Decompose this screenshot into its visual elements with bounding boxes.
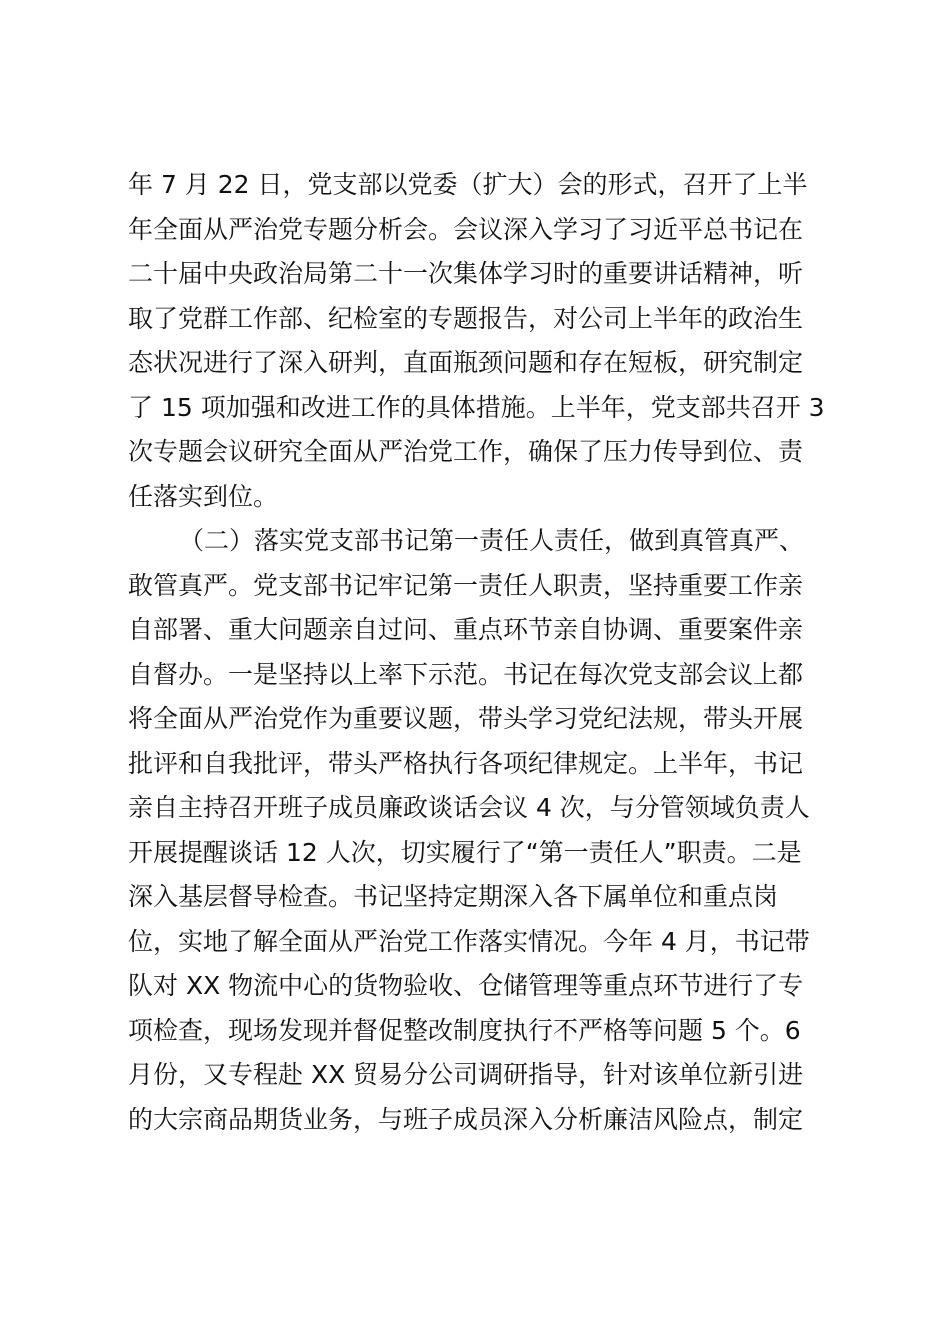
text-line: 位，实地了解全面从严治党工作落实情况。今年 4 月，书记带 — [128, 926, 810, 956]
paragraph-1 — [128, 163, 848, 519]
body-text — [128, 163, 848, 1142]
text-line: 任落实到位。 — [128, 481, 279, 511]
text-line: 自督办。一是坚持以上率下示范。书记在每次党支部会议上都 — [128, 659, 804, 689]
text-line: 深入基层督导检查。书记坚持定期深入各下属单位和重点岗 — [128, 882, 779, 911]
text-line: 年 7 月 22 日，党支部以党委（扩大）会的形式，召开了上半 — [128, 170, 808, 199]
text-line: 年全面从严治党专题分析会。会议深入学习了习近平总书记在 — [128, 214, 804, 244]
text-line: 态状况进行了深入研判，直面瓶颈问题和存在短板，研究制定 — [128, 348, 804, 377]
text-line: 了 15 项加强和改进工作的具体措施。上半年，党支部共召开 3 — [128, 392, 825, 422]
text-line: 取了党群工作部、纪检室的专题报告，对公司上半年的政治生 — [128, 303, 804, 333]
text-line: 敢管真严。党支部书记牢记第一责任人职责，坚持重要工作亲 — [128, 570, 804, 600]
text-line: 项检查，现场发现并督促整改制度执行不严格等问题 5 个。6 — [128, 1015, 801, 1045]
text-line: 开展提醒谈话 12 人次，切实履行了“第一责任人”职责。二是 — [128, 837, 802, 867]
text-line: 月份，又专程赴 XX 贸易分公司调研指导，针对该单位新引进 — [128, 1060, 804, 1089]
text-line: 批评和自我批评，带头严格执行各项纪律规定。上半年，书记 — [128, 748, 804, 778]
text-line: 二十届中央政治局第二十一次集体学习时的重要讲话精神，听 — [128, 259, 804, 288]
text-line: 自部署、重大问题亲自过问、重点环节亲自协调、重要案件亲 — [128, 615, 804, 644]
text-line: 亲自主持召开班子成员廉政谈话会议 4 次，与分管领域负责人 — [128, 793, 810, 822]
text-line: 将全面从严治党作为重要议题，带头学习党纪法规，带头开展 — [128, 704, 804, 733]
paragraph-heading-line: （二）落实党支部书记第一责任人责任，做到真管真严、 — [179, 526, 805, 555]
text-line: 次专题会议研究全面从严治党工作，确保了压力传导到位、责 — [128, 437, 804, 466]
text-line: 队对 XX 物流中心的货物验收、仓储管理等重点环节进行了专 — [128, 971, 804, 1000]
text-line: 的大宗商品期货业务，与班子成员深入分析廉洁风险点，制定 — [128, 1104, 804, 1134]
paragraph-2 — [128, 519, 848, 1142]
